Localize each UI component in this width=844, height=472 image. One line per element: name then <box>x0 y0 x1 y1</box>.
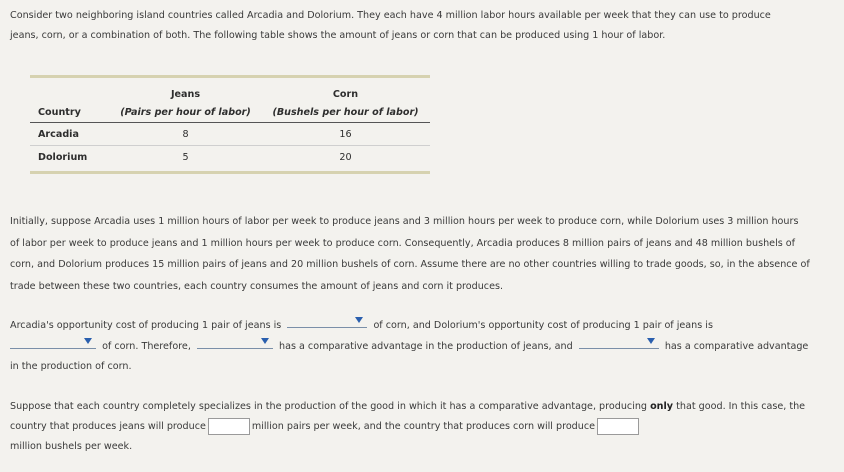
question-text: of corn. Therefore, <box>102 340 191 352</box>
question-text: has a comparative advantage in the production of jeans, and <box>279 340 573 352</box>
specialization-question <box>10 397 810 457</box>
table-top-rule <box>30 75 430 78</box>
question-text: of corn, and Dolorium's opportunity cost of producing 1 pair of jeans is <box>373 320 713 331</box>
productivity-table-container <box>30 75 430 168</box>
header-corn-unit: (Bushels per hour of labor) <box>261 103 430 123</box>
table-bottom-rule <box>30 171 430 174</box>
table-row <box>30 123 430 146</box>
dropdown-caret-icon <box>647 338 655 344</box>
emphasis-text: only <box>650 401 674 412</box>
header-spacer <box>30 86 110 103</box>
question-text: that good. In this case, the country that produces jeans will produce <box>10 401 806 432</box>
dropdown-caret-icon <box>355 317 363 323</box>
dropdown-caret-icon <box>84 338 92 344</box>
scenario-paragraph: Initially, suppose Arcadia uses 1 million hours of labor per week to produce jeans and 3 million hours per week to produce corn, while Dolorium uses 3 million hours of labor per week to produce jeans and 1 million hours per week to produce corn. Consequently, Arcadia produces 8 million pairs of jeans and 48 million bushels of corn, and Dolorium produces 15 million pairs of jeans and 20 million bushels of corn. Assume there are no other countries willing to trade goods, so, in the absence of trade between these two countries, each country consumes the amount of jeans and corn it produces. <box>10 216 810 292</box>
table-row <box>30 146 430 169</box>
productivity-table <box>30 86 430 168</box>
header-jeans-unit: (Pairs per hour of labor) <box>110 103 261 123</box>
dolorium-opportunity-cost-dropdown[interactable] <box>10 337 96 349</box>
header-jeans: Jeans <box>170 89 201 100</box>
corn-advantage-country-dropdown[interactable] <box>579 337 659 349</box>
question-text: million pairs per week, and the country that produces corn will produce <box>251 421 596 432</box>
question-text: million bushels per week. <box>10 441 133 452</box>
dropdown-caret-icon <box>261 338 269 344</box>
row-corn-value: 16 <box>261 123 430 146</box>
question-text: Suppose that each country completely specializes in the production of the good in which it has a comparative advantage, producing <box>10 401 648 412</box>
row-country: Dolorium <box>38 151 88 163</box>
jeans-advantage-country-dropdown[interactable] <box>197 337 273 349</box>
question-text: has a comparative advantage in the production of corn. <box>10 340 809 372</box>
row-country: Arcadia <box>30 123 110 146</box>
row-jeans-value: 8 <box>110 123 261 146</box>
jeans-quantity-input[interactable] <box>208 418 250 435</box>
header-country: Country <box>30 103 110 123</box>
row-jeans-value: 5 <box>182 151 189 163</box>
header-corn: Corn <box>332 89 359 100</box>
question-text: Arcadia's opportunity cost of producing 1 pair of jeans is <box>10 320 282 331</box>
arcadia-opportunity-cost-dropdown[interactable] <box>287 316 367 328</box>
row-corn-value: 20 <box>339 151 352 163</box>
intro-paragraph: Consider two neighboring island countries called Arcadia and Dolorium. They each have 4 million labor hours available per week that they can use to produce jeans, corn, or a combination of both. The following table shows the amount of jeans or corn that can be produced using 1 hour of labor. <box>10 10 771 41</box>
corn-quantity-input[interactable] <box>597 418 639 435</box>
opportunity-cost-question <box>10 316 810 378</box>
